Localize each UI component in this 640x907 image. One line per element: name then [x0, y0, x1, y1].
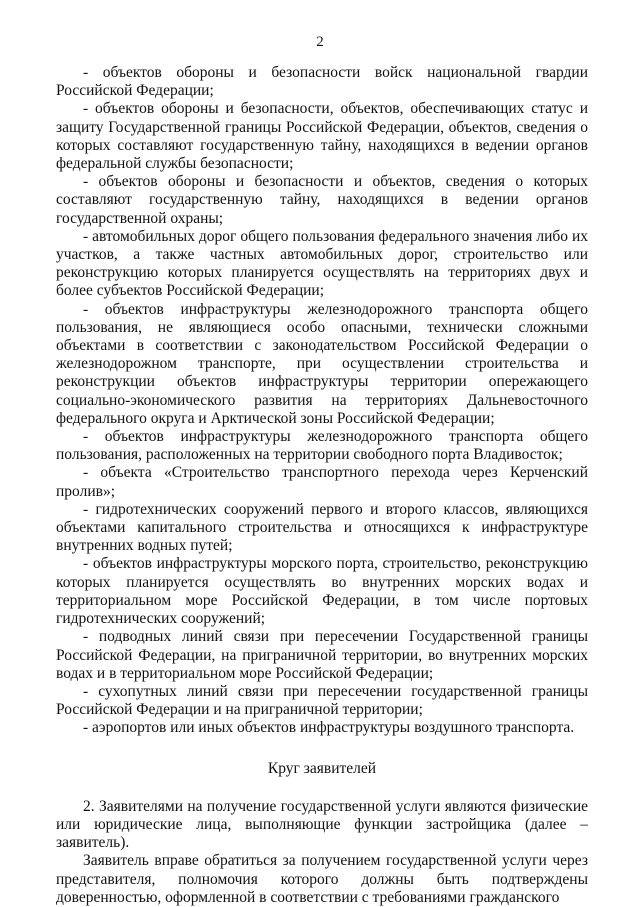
- list-item: - подводных линий связи при пересечении Государственной границы Российской Федерации, на приграничной территории, во внутренних морских водах и в территориальном море Российской Федерации;: [56, 628, 588, 682]
- list-item: - аэропортов или иных объектов инфраструктуры воздушного транспорта.: [83, 719, 575, 737]
- list-item: - гидротехнических сооружений первого и второго классов, являющихся объектами капитального строительства и относящихся к инфраструктуре внутренних водных путей;: [56, 500, 588, 555]
- list-item: - объектов обороны и безопасности, объектов, обеспечивающих статус и защиту Государственной границы Российской Федерации, объектов, сведения о которых составляют государственную тайну, находящихся в ведении органов федеральной службы безопасности;: [56, 100, 588, 173]
- list-item: - автомобильных дорог общего пользования федерального значения либо их участков, а также частных автомобильных дорог, строительство или реконструкцию которых планируется осуществлять на территориях двух и более субъектов Российской Федерации;: [56, 227, 588, 300]
- list-item: - сухопутных линий связи при пересечении государственной границы Российской Федерации и на приграничной территории;: [56, 682, 588, 719]
- paragraph: 2. Заявителями на получение государственной услуги являются физические или юридические лица, выполняющие функции застройщика (далее – заявитель).: [56, 797, 588, 852]
- paragraph: Заявитель вправе обратиться за получением государственной услуги через представителя, полномочия которого должны быть подтверждены доверенностью, оформленной в соответствии с требованиями гражданского: [56, 852, 588, 906]
- list-item: - объектов инфраструктуры морского порта, строительство, реконструкцию которых планируется осуществлять во внутренних морских водах и территориальном море Российской Федерации, в том числе портовых гидротехнических сооружений;: [56, 555, 588, 628]
- list-item: - объекта «Строительство транспортного перехода через Керченский пролив»;: [56, 464, 588, 500]
- list-item: - объектов инфраструктуры железнодорожного транспорта общего пользования, не являющиеся особо опасными, технически сложными объектами в соответствии с законодательством Российской Федерации о железнодорожном транспорте, при осуществлении строительства и реконструкции объектов инфраструктуры территории опережающего социально-экономического развития на территориях Дальневосточного федерального округа и Арктической зоны Российской Федерации;: [56, 300, 588, 427]
- list-item: - объектов обороны и безопасности войск национальной гвардии Российской Федерации;: [56, 64, 588, 100]
- list-item: - объектов обороны и безопасности и объектов, сведения о которых составляют государственную тайну, находящихся в ведении органов государственной охраны;: [56, 173, 588, 227]
- page-number: 2: [316, 34, 324, 50]
- section-heading: Круг заявителей: [267, 759, 377, 777]
- document-body: [56, 64, 588, 907]
- list-item: - объектов инфраструктуры железнодорожного транспорта общего пользования, расположенных на территории свободного порта Владивосток;: [56, 428, 588, 464]
